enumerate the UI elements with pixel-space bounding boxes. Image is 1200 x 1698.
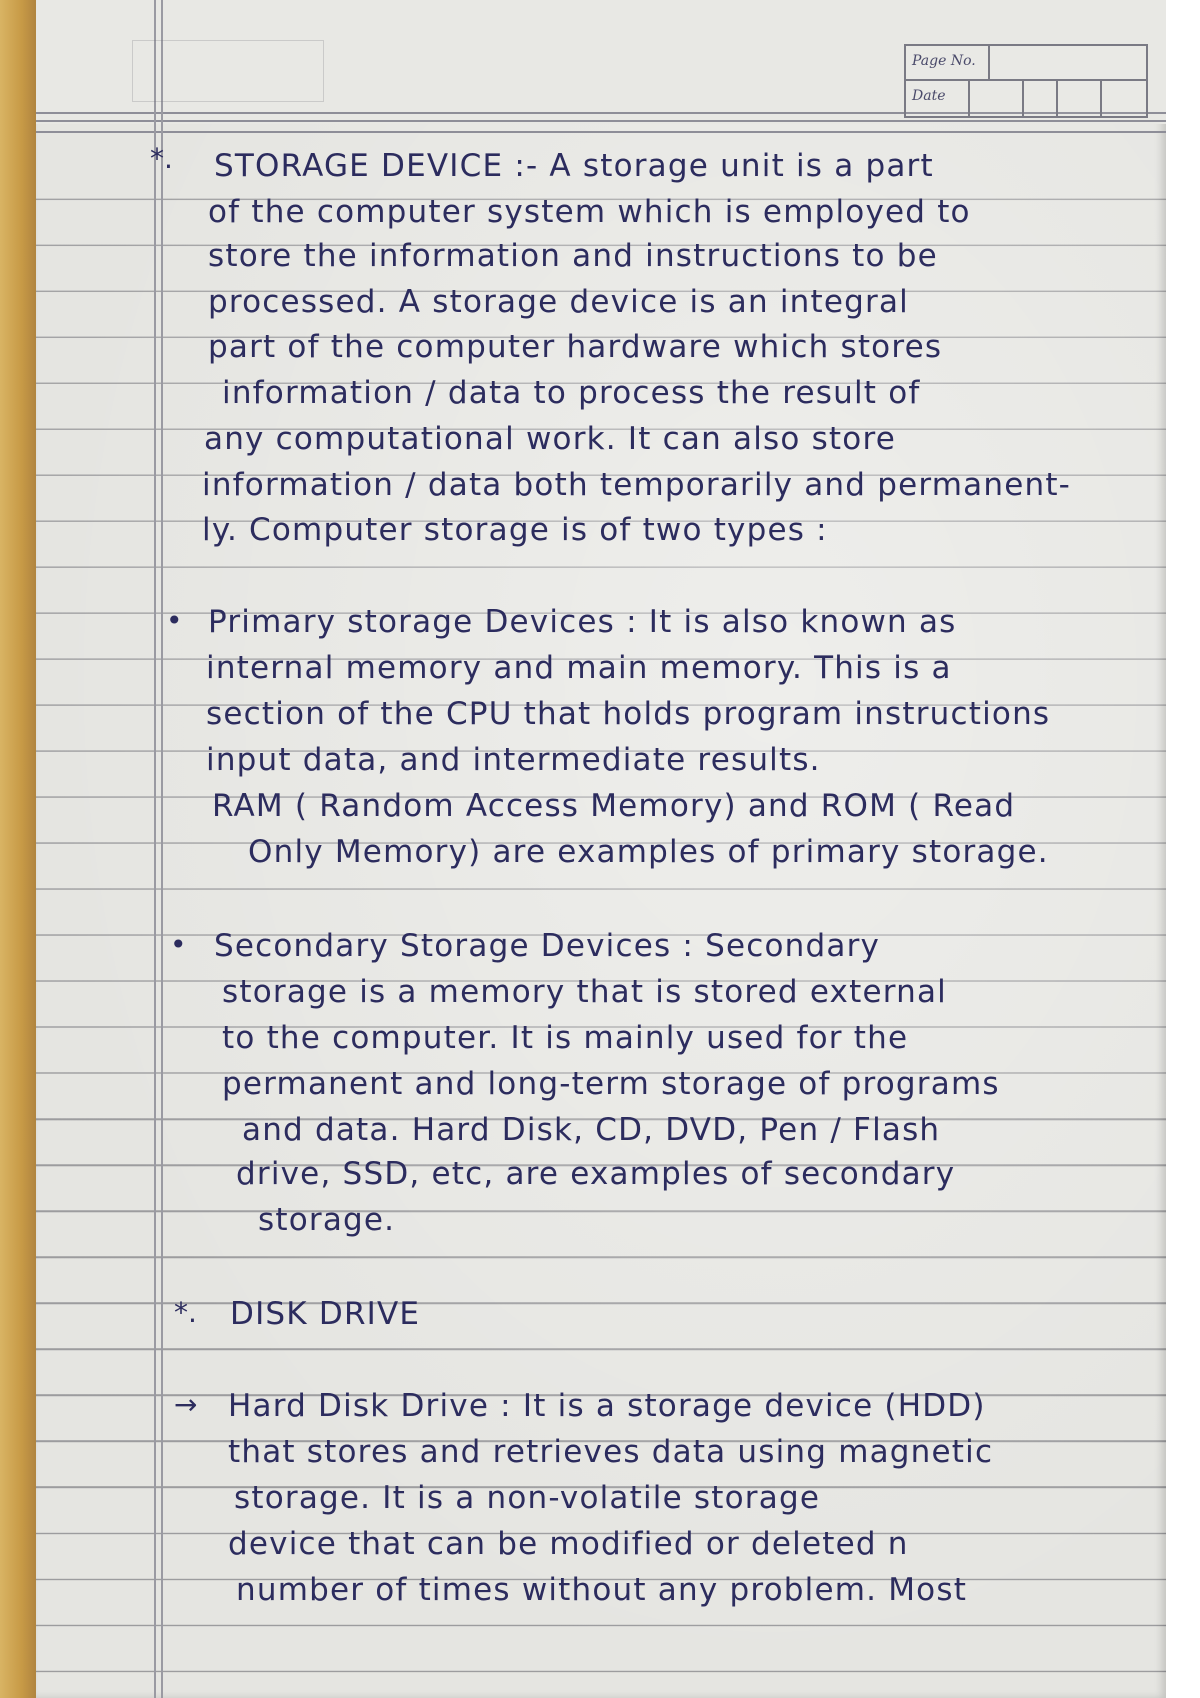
text-line: ly. Computer storage is of two types : bbox=[202, 512, 828, 548]
text-line: information / data both temporarily and permanent- bbox=[202, 467, 1072, 503]
asterisk-marker: *. bbox=[174, 1296, 197, 1329]
bullet-marker: • bbox=[166, 604, 183, 637]
text-line: storage. It is a non-volatile storage bbox=[234, 1480, 821, 1516]
notebook-cover-edge bbox=[0, 0, 36, 1698]
text-line: Primary storage Devices : It is also known as bbox=[208, 604, 957, 640]
text-line: that stores and retrieves data using magnetic bbox=[228, 1434, 994, 1470]
text-line: section of the CPU that holds program instructions bbox=[206, 696, 1051, 732]
bullet-marker: • bbox=[170, 928, 187, 961]
text-line: RAM ( Random Access Memory) and ROM ( Read bbox=[212, 788, 1016, 824]
page-no-label: Page No. bbox=[912, 53, 976, 69]
text-line: and data. Hard Disk, CD, DVD, Pen / Flash bbox=[242, 1112, 941, 1148]
text-line: DISK DRIVE bbox=[230, 1296, 421, 1332]
text-line: part of the computer hardware which stores bbox=[208, 329, 943, 365]
text-line: any computational work. It can also store bbox=[204, 421, 896, 457]
text-line: Hard Disk Drive : It is a storage device (HDD) bbox=[228, 1388, 986, 1424]
text-line: storage. bbox=[258, 1202, 396, 1238]
asterisk-marker: *. bbox=[150, 142, 173, 175]
text-line: to the computer. It is mainly used for the bbox=[222, 1020, 909, 1056]
text-line: drive, SSD, etc, are examples of secondary bbox=[236, 1156, 956, 1192]
text-line: internal memory and main memory. This is a bbox=[206, 650, 952, 686]
text-line: processed. A storage device is an integral bbox=[208, 284, 909, 320]
text-line: information / data to process the result of bbox=[222, 375, 921, 411]
text-line: device that can be modified or deleted n bbox=[228, 1526, 909, 1562]
page-right-border bbox=[1166, 0, 1200, 1698]
text-line: of the computer system which is employed to bbox=[208, 194, 971, 230]
text-line: Only Memory) are examples of primary storage. bbox=[248, 834, 1049, 870]
text-line: STORAGE DEVICE :- A storage unit is a part bbox=[214, 148, 934, 184]
notebook-page bbox=[36, 0, 1166, 1698]
text-line: input data, and intermediate results. bbox=[206, 742, 821, 778]
text-line: permanent and long-term storage of programs bbox=[222, 1066, 1000, 1102]
arrow-marker: → bbox=[174, 1388, 198, 1421]
date-label: Date bbox=[912, 88, 946, 104]
text-line: store the information and instructions to be bbox=[208, 238, 938, 274]
handwritten-notes bbox=[36, 0, 1166, 1698]
text-line: number of times without any problem. Most bbox=[236, 1572, 968, 1608]
text-line: storage is a memory that is stored external bbox=[222, 974, 947, 1010]
text-line: Secondary Storage Devices : Secondary bbox=[214, 928, 881, 964]
